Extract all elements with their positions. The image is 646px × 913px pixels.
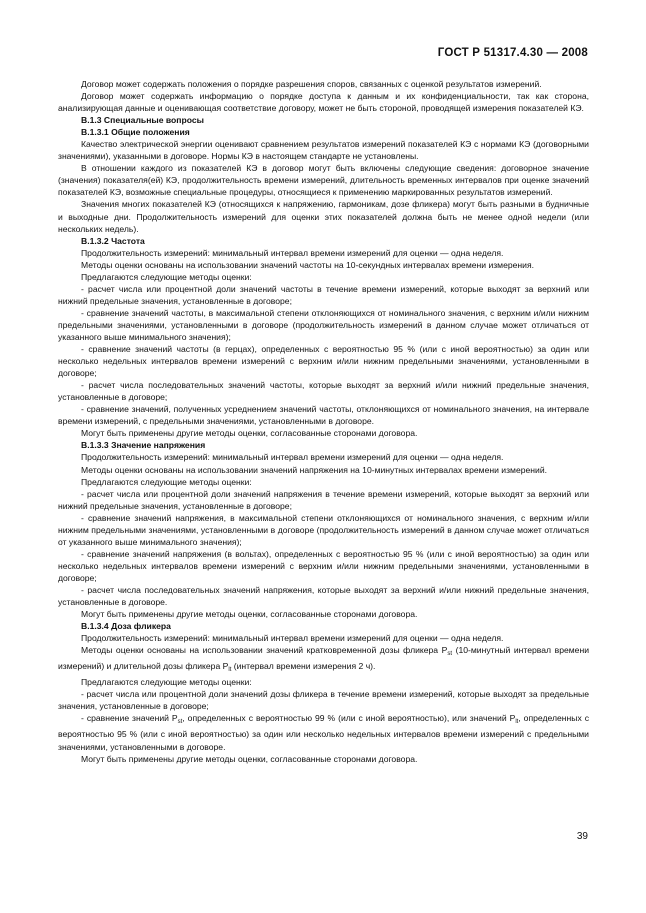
subsection-heading: В.1.3.4 Доза фликера: [81, 621, 171, 632]
list-item: - сравнение значений, полученных усреднением значений частоты, отклоняющихся от номинального значения, на интервале времени измерений, с предельными значениями, установленными в договоре.: [58, 404, 589, 427]
subscript: st: [177, 719, 183, 726]
list-item: - сравнение значений частоты, в максимальной степени отклоняющихся от номинального значения, с верхним и/или нижним предельными значениями, установленными в договоре (продолжительность измерений в данном случае может отличаться от указанного выше минимального значения);: [58, 307, 589, 342]
paragraph: Методы оценки основаны на использовании значений напряжения на 10-минутных интервалах времени измерений.: [81, 464, 548, 475]
paragraph: Могут быть применены другие методы оценки, согласованные сторонами договора.: [81, 753, 418, 764]
list-item: - сравнение значений напряжения, в максимальной степени отклоняющихся от номинального значения, с верхним и/или нижним предельными значениями, установленными в договоре (продолжительность измерений в данном случае может отличаться от указанного выше минимального значения);: [58, 512, 589, 547]
text-run: , определенных с вероятностью 95 % (или с иной вероятностью) за один или несколько недельных интервалов времени измерений с предельными значениями, установленными в договоре.: [58, 713, 590, 752]
paragraph: Продолжительность измерений: минимальный интервал времени измерений для оценки — одна неделя.: [81, 247, 504, 258]
text-run: , определенных с вероятностью 99 % (или с иной вероятностью), или значений P: [182, 713, 516, 724]
list-item: - расчет числа или процентной доли значений частоты в течение времени измерений, которые выходят за верхний или нижний предельные значения, установленные в договоре;: [58, 283, 589, 306]
text-run: Методы оценки основаны на использовании значений кратковременной дозы фликера P: [81, 645, 448, 656]
list-item: - расчет числа последовательных значений частоты, которые выходят за верхний и/или нижний предельные значения, установленные в договоре;: [58, 380, 589, 403]
paragraph: Предлагаются следующие методы оценки:: [81, 476, 252, 487]
paragraph: Договор может содержать положения о порядке разрешения споров, связанных с оценкой результатов измерений.: [81, 79, 542, 89]
subscript: lt: [228, 667, 232, 674]
paragraph: Продолжительность измерений: минимальный интервал времени измерений для оценки — одна неделя.: [81, 452, 504, 463]
subscript: lt: [515, 719, 519, 726]
paragraph: Продолжительность измерений: минимальный интервал времени измерений для оценки — одна неделя.: [81, 633, 504, 644]
document-body: [58, 78, 589, 765]
text-run: (интервал времени измерения 2 ч).: [231, 661, 376, 672]
page-number: 39: [576, 831, 588, 842]
paragraph: Предлагаются следующие методы оценки:: [81, 677, 252, 688]
subsection-heading: В.1.3.2 Частота: [81, 235, 145, 246]
text-run: - сравнение значений P: [81, 713, 178, 724]
subsection-heading: В.1.3.3 Значение напряжения: [81, 440, 206, 451]
document-header: ГОСТ Р 51317.4.30 — 2008: [437, 47, 588, 59]
paragraph: Предлагаются следующие методы оценки:: [81, 271, 252, 282]
paragraph: Договор может содержать информацию о порядке доступа к данным и их конфиденциальности, так как сторона, анализирующая данные и оценивающая соответствие договору, может не быть стороной, проводящей измерения показателей КЭ.: [58, 91, 589, 114]
list-item: - расчет числа или процентной доли значений напряжения в течение времени измерений, которые выходят за верхний или нижний предельные значения, установленные в договоре;: [58, 488, 589, 511]
list-item: - расчет числа последовательных значений напряжения, которые выходят за верхний и/или нижний предельные значения, установленные в договоре.: [58, 584, 589, 608]
paragraph: Качество электрической энергии оценивают сравнением результатов измерений показателей КЭ с нормами КЭ (договорными значениями), указанными в договоре. Нормы КЭ в настоящем стандарте не установлены.: [58, 139, 589, 162]
text-run: (10-минутный интервал времени измерений) и длительной дозы фликера P: [58, 645, 589, 672]
subsection-heading: В.1.3.1 Общие положения: [81, 127, 190, 138]
paragraph: Методы оценки основаны на использовании значений частоты на 10-секундных интервалах времени измерения.: [81, 259, 535, 270]
paragraph: В отношении каждого из показателей КЭ в договор могут быть включены следующие сведения: договорное значение (значения) показателя(ей) КЭ, продолжительность времени измерений, длительность временных интервалов при оценке значений показателей КЭ, возможные специальные процедуры, относящиеся к применению маркированных результатов измерений.: [58, 163, 589, 198]
paragraph: Значения многих показателей КЭ (относящихся к напряжению, гармоникам, дозе фликера) могут быть разными в будничные и выходные дни. Продолжительность измерений для оценки этих показателей должна быть не менее одной недели (или нескольких недель).: [58, 199, 589, 234]
list-item: [58, 712, 589, 752]
subscript: st: [447, 651, 453, 658]
paragraph: [58, 644, 589, 676]
list-item: - расчет числа или процентной доли значений дозы фликера в течение времени измерений, которые выходят за предельные значения, установленные в договоре;: [58, 689, 589, 712]
list-item: - сравнение значений напряжения (в вольтах), определенных с вероятностью 95 % (или с иной вероятностью) за один или несколько недельных интервалов времени измерений с верхним и/или нижним предельными значениями, установленными в договоре;: [58, 548, 589, 583]
paragraph: Могут быть применены другие методы оценки, согласованные сторонами договора.: [81, 428, 418, 439]
section-heading: В.1.3 Специальные вопросы: [81, 115, 205, 126]
list-item: - сравнение значений частоты (в герцах), определенных с вероятностью 95 % (или с иной вероятностью) за один или несколько недельных интервалов времени измерений с верхним и/или нижним предельными значениями, установленными в договоре;: [58, 344, 589, 379]
paragraph: Могут быть применены другие методы оценки, согласованные сторонами договора.: [81, 609, 418, 620]
